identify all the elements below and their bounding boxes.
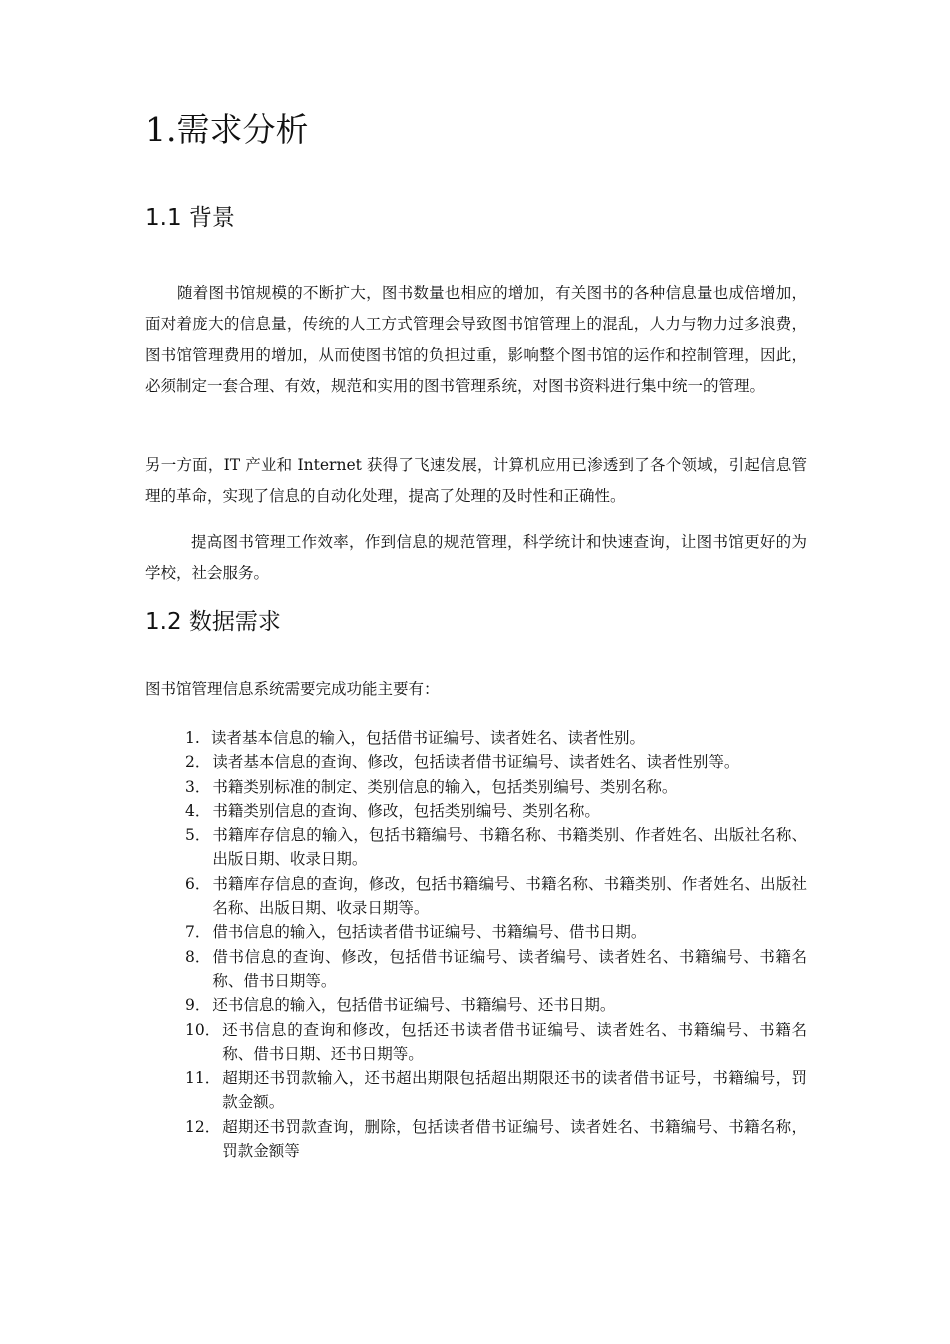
list-item-text: 借书信息的输入，包括读者借书证编号、书籍编号、借书日期。 [212,923,647,942]
list-item [185,823,807,872]
section-heading-data-requirements: 1.2 数据需求 [145,609,281,635]
list-item [185,1018,807,1067]
list-item-text: 还书信息的查询和修改，包括还书读者借书证编号、读者姓名、书籍编号、书籍名称、借书日期、还书日期等。 [222,1020,807,1063]
list-item-text: 读者基本信息的查询、修改，包括读者借书证编号、读者姓名、读者性别等。 [212,753,740,772]
list-item-text: 书籍类别标准的制定、类别信息的输入，包括类别编号、类别名称。 [212,777,678,796]
list-item-number: 7． [185,923,211,942]
list-item-text: 还书信息的输入，包括借书证编号、书籍编号、还书日期。 [212,996,616,1015]
background-paragraph-3: 提高图书管理工作效率，作到信息的规范管理，科学统计和快速查询，让图书馆更好的为学校，社会服务。 [145,533,807,582]
section-heading-background: 1.1 背景 [145,205,235,231]
list-item-number: 12． [185,1117,221,1136]
list-item-number: 2． [185,753,211,772]
list-item-text: 借书信息的查询、修改，包括借书证编号、读者编号、读者姓名、书籍编号、书籍名称、借书日期等。 [212,947,807,990]
list-item-number: 4． [185,801,211,820]
list-item-text: 书籍库存信息的输入，包括书籍编号、书籍名称、书籍类别、作者姓名、出版社名称、出版日期、收录日期。 [212,826,807,869]
list-item [185,750,807,774]
list-item-number: 6． [185,874,211,893]
list-item-text: 超期还书罚款输入，还书超出期限包括超出期限还书的读者借书证号，书籍编号，罚款金额。 [222,1069,807,1112]
list-item-text: 书籍类别信息的查询、修改，包括类别编号、类别名称。 [212,801,600,820]
list-item [185,799,807,823]
requirements-list [185,726,807,1163]
list-item [185,1066,807,1115]
list-item [185,920,807,944]
background-paragraph-1: 随着图书馆规模的不断扩大，图书数量也相应的增加，有关图书的各种信息量也成倍增加，面对着庞大的信息量，传统的人工方式管理会导致图书馆管理上的混乱，人力与物力过多浪费，图书馆管理费用的增加，从而使图书馆的负担过重，影响整个图书馆的运作和控制管理，因此，必须制定一套合理、有效，规范和实用的图书管理系统，对图书资料进行集中统一的管理。 [145,284,807,395]
background-paragraph-2: 另一方面，IT 产业和 Internet 获得了飞速发展，计算机应用已渗透到了各个领域，引起信息管理的革命，实现了信息的自动化处理，提高了处理的及时性和正确性。 [145,456,807,505]
page-title: 1.需求分析 [145,110,309,149]
list-item [185,775,807,799]
list-item [185,872,807,921]
list-item-text: 读者基本信息的输入，包括借书证编号、读者姓名、读者性别。 [211,729,646,747]
list-item-number: 9． [185,996,211,1015]
list-item [185,945,807,994]
list-item [185,726,807,750]
list-item-number: 11． [185,1069,221,1088]
list-item-number: 3． [185,777,211,796]
list-item-text: 书籍库存信息的查询，修改，包括书籍编号、书籍名称、书籍类别、作者姓名、出版社名称、出版日期、收录日期等。 [212,874,807,918]
list-item-text: 超期还书罚款查询，删除，包括读者借书证编号、读者姓名、书籍编号、书籍名称，罚款金额等 [222,1117,807,1161]
list-item [185,993,807,1017]
list-item [185,1115,807,1164]
list-item-number: 10． [185,1020,221,1039]
list-item-number: 1. [185,729,200,747]
list-item-number: 5． [185,826,211,845]
list-item-number: 8． [185,947,211,966]
requirements-intro: 图书馆管理信息系统需要完成功能主要有： [145,680,440,698]
